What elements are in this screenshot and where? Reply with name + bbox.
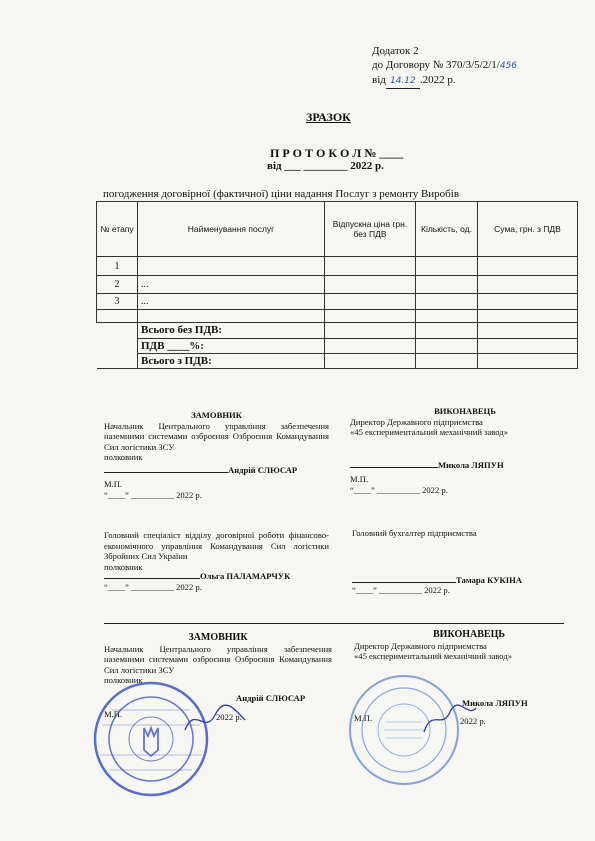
customer-position: Начальник Центрального управління забезпечення наземними системами озброєння Озброєння Командування Сил логістики ЗСУ xyxy=(104,420,329,452)
handwritten-date: 14.12 xyxy=(386,74,420,89)
row-sum xyxy=(478,257,578,276)
row-sum xyxy=(478,294,578,310)
row-sum xyxy=(478,276,578,294)
handwritten-contract-number: 456 xyxy=(499,61,518,71)
total-vat-row xyxy=(97,353,578,369)
row-quantity xyxy=(416,276,478,294)
contractor-stamp-label: М.П. xyxy=(350,474,369,484)
contractor3-name: Микола ЛЯПУН xyxy=(462,697,528,708)
customer3-stamp-label: М.П. xyxy=(104,709,123,719)
row-quantity xyxy=(416,294,478,310)
col-price: Відпускна ціна грн. без ПДВ xyxy=(325,202,416,257)
contractor-block-1 xyxy=(350,406,580,495)
contractor-heading: ВИКОНАВЕЦЬ xyxy=(434,406,496,416)
section-divider xyxy=(104,623,564,624)
annex-line3 xyxy=(372,73,517,89)
annex-contract-prefix: до Договору № 370/3/5/2/1/ xyxy=(372,59,500,71)
customer-name: Андрій СЛЮСАР xyxy=(228,464,298,475)
col-service-name: Найменування послуг xyxy=(138,202,325,257)
total-no-vat-label: Всього без ПДВ: xyxy=(138,323,325,339)
contractor2-name: Тамара КУКІНА xyxy=(456,574,522,585)
contractor3-position: Директор Державного підприємства xyxy=(354,640,487,651)
customer2-date: “____” __________ 2022 р. xyxy=(104,581,202,592)
protocol-date: від ___ ________ 2022 р. xyxy=(267,160,384,172)
signature-line xyxy=(350,467,438,468)
total-vat-label: Всього з ПДВ: xyxy=(138,353,325,369)
contractor-name: Микола ЛЯПУН xyxy=(438,459,504,470)
customer3-name: Андрій СЛЮСАР xyxy=(236,692,306,703)
vat-row xyxy=(97,338,578,353)
customer3-heading: ЗАМОВНИК xyxy=(188,632,248,643)
sample-title: ЗРАЗОК xyxy=(306,110,351,124)
customer-date: “____” __________ 2022 р. xyxy=(104,489,202,500)
signature-line xyxy=(352,582,456,583)
customer-signature xyxy=(180,700,250,740)
row-price xyxy=(325,310,416,323)
contractor3-stamp-label: М.П. xyxy=(354,713,373,723)
table-row xyxy=(97,276,578,294)
protocol-title: П Р О Т О К О Л № ____ xyxy=(270,146,404,160)
contractor3-heading: ВИКОНАВЕЦЬ xyxy=(433,629,505,640)
customer2-name: Ольга ПАЛАМАРЧУК xyxy=(200,571,291,581)
annex-date-suffix: .2022 р. xyxy=(419,74,456,86)
row-quantity xyxy=(416,257,478,276)
row-number: 3 xyxy=(97,294,138,310)
services-table xyxy=(96,201,578,369)
contractor-block-2 xyxy=(352,528,582,596)
customer-rank: полковник xyxy=(104,452,143,462)
row-number xyxy=(97,310,138,323)
row-name: ... xyxy=(138,294,325,310)
customer3-date: 2022 р. xyxy=(216,711,242,722)
table-row xyxy=(97,257,578,276)
table-row xyxy=(97,310,578,323)
contractor3-date: 2022 р. xyxy=(460,715,486,726)
table-header-row xyxy=(97,202,578,257)
row-name xyxy=(138,257,325,276)
row-number: 2 xyxy=(97,276,138,294)
signature-line xyxy=(104,472,228,473)
col-sum: Сума, грн. з ПДВ xyxy=(478,202,578,257)
customer2-rank: полковник xyxy=(104,561,143,572)
contractor-company: «45 експериментальний механічний завод» xyxy=(350,427,509,437)
protocol-subject: погодження договірної (фактичної) ціни надання Послуг з ремонту Виробів xyxy=(103,188,460,200)
annex-block xyxy=(372,44,517,89)
annex-date-prefix: від xyxy=(372,74,386,86)
col-stage: № етапу xyxy=(97,202,138,257)
row-number: 1 xyxy=(97,257,138,276)
total-no-vat-row xyxy=(97,323,578,339)
col-quantity: Кількість, од. xyxy=(416,202,478,257)
customer3-rank: полковник xyxy=(104,675,143,685)
customer-stamp-label: М.П. xyxy=(104,479,123,489)
contractor3-company: «45 експериментальний механічний завод» xyxy=(354,651,513,661)
row-sum xyxy=(478,310,578,323)
contractor2-date: “____” __________ 2022 р. xyxy=(352,585,450,595)
signature-line xyxy=(104,578,200,579)
contractor2-position: Головний бухгалтер підприємства xyxy=(352,528,477,538)
customer3-position: Начальник Центрального управління забезпечення наземними системами озброєння Озброєння Командування Сил логістики ЗСУ xyxy=(104,643,332,675)
annex-line2 xyxy=(372,58,517,73)
row-name xyxy=(138,310,325,323)
contractor-signature xyxy=(420,700,480,740)
row-quantity xyxy=(416,310,478,323)
contractor-position: Директор Державного підприємства xyxy=(350,416,483,427)
customer2-position: Головний спеціаліст відділу договірної роботи фінансово-економічного управління Командування Сил логістики Збройних Сил України xyxy=(104,530,329,561)
customer-block-1 xyxy=(104,410,329,500)
row-price xyxy=(325,257,416,276)
vat-label: ПДВ ____%: xyxy=(138,338,325,353)
annex-line1: Додаток 2 xyxy=(372,45,419,57)
customer-heading: ЗАМОВНИК xyxy=(191,410,242,420)
customer-block-2 xyxy=(104,530,329,592)
row-name: ... xyxy=(138,276,325,294)
row-price xyxy=(325,276,416,294)
row-price xyxy=(325,294,416,310)
table-row xyxy=(97,294,578,310)
contractor-date: “____” __________ 2022 р. xyxy=(350,484,448,495)
